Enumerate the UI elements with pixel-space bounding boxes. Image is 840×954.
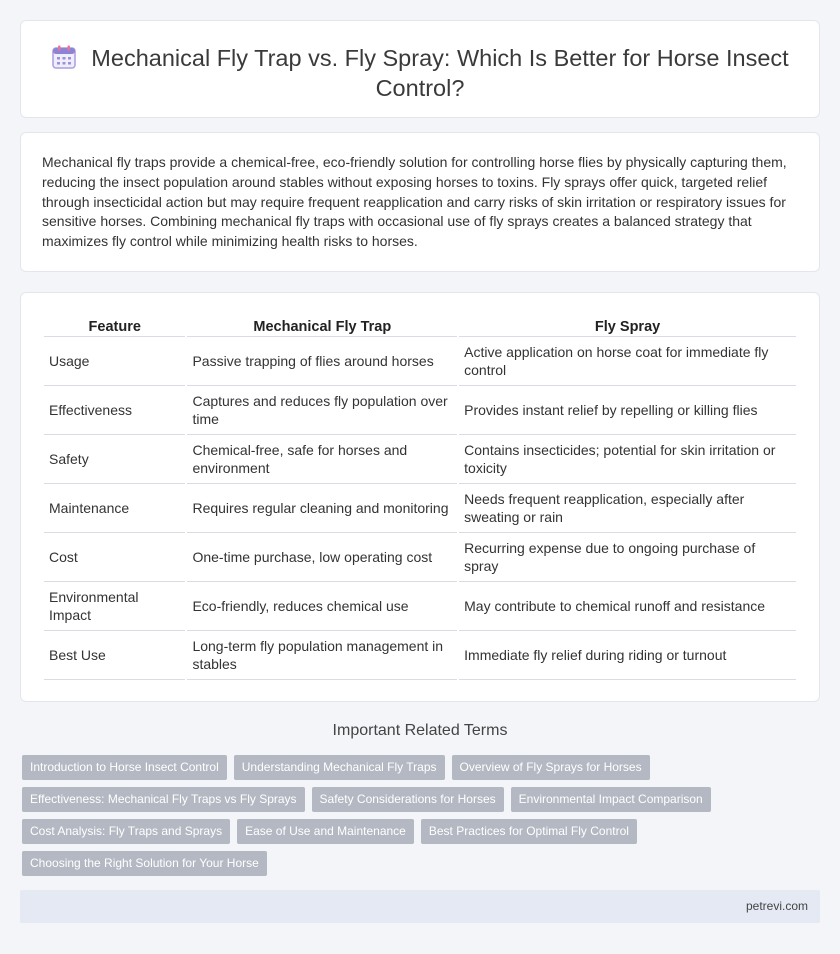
spray-cell: Provides instant relief by repelling or killing flies: [459, 386, 796, 435]
feature-cell: Best Use: [44, 631, 185, 680]
table-row: [44, 337, 796, 386]
intro-paragraph: Mechanical fly traps provide a chemical-free, eco-friendly solution for controlling horse flies by physically capturing them, reducing the insect population around stables without exposing horses to toxins. Fly sprays offer quick, targeted relief through insecticidal action but may require frequent reapplication and carry risks of skin irritation or respiratory issues for sensitive horses. Combining mechanical fly traps with occasional use of fly sprays creates a balanced strategy that maximizes fly control while minimizing health risks to horses.: [42, 154, 787, 250]
table-row: [44, 582, 796, 631]
feature-cell: Maintenance: [44, 484, 185, 533]
spray-cell: May contribute to chemical runoff and resistance: [459, 582, 796, 631]
trap-cell: Eco-friendly, reduces chemical use: [187, 582, 457, 631]
related-terms-heading: Important Related Terms: [332, 722, 508, 739]
feature-cell: Safety: [44, 435, 185, 484]
footer-bar: [20, 890, 820, 923]
trap-cell: Long-term fly population management in stables: [187, 631, 457, 680]
table-row: [44, 484, 796, 533]
trap-cell: Requires regular cleaning and monitoring: [187, 484, 457, 533]
header-mechanical-fly-trap: Mechanical Fly Trap: [187, 313, 457, 337]
related-term-tag[interactable]: Understanding Mechanical Fly Traps: [234, 755, 445, 780]
related-term-tag[interactable]: Introduction to Horse Insect Control: [22, 755, 227, 780]
feature-cell: Effectiveness: [44, 386, 185, 435]
trap-cell: Chemical-free, safe for horses and environment: [187, 435, 457, 484]
spray-cell: Recurring expense due to ongoing purchase of spray: [459, 533, 796, 582]
table-row: [44, 533, 796, 582]
trap-cell: Passive trapping of flies around horses: [187, 337, 457, 386]
page-title: [21, 43, 819, 103]
table-row: [44, 631, 796, 680]
related-terms-list: [22, 755, 782, 883]
related-term-tag[interactable]: Environmental Impact Comparison: [511, 787, 711, 812]
related-term-tag[interactable]: Effectiveness: Mechanical Fly Traps vs Fly Sprays: [22, 787, 305, 812]
header-fly-spray: Fly Spray: [459, 313, 796, 337]
page-title-text: Mechanical Fly Trap vs. Fly Spray: Which Is Better for Horse Insect Control?: [91, 45, 789, 101]
related-term-tag[interactable]: Cost Analysis: Fly Traps and Sprays: [22, 819, 230, 844]
table-row: [44, 435, 796, 484]
intro-card: [20, 132, 820, 272]
spray-cell: Contains insecticides; potential for skin irritation or toxicity: [459, 435, 796, 484]
spray-cell: Immediate fly relief during riding or turnout: [459, 631, 796, 680]
header-feature: Feature: [44, 313, 185, 337]
footer-site-link[interactable]: petrevi.com: [745, 899, 808, 913]
calendar-icon: [51, 44, 77, 70]
trap-cell: One-time purchase, low operating cost: [187, 533, 457, 582]
related-term-tag[interactable]: Safety Considerations for Horses: [312, 787, 504, 812]
comparison-table: [42, 313, 798, 680]
header-card: [20, 20, 820, 118]
related-term-tag[interactable]: Overview of Fly Sprays for Horses: [452, 755, 650, 780]
feature-cell: Usage: [44, 337, 185, 386]
related-term-tag[interactable]: Ease of Use and Maintenance: [237, 819, 414, 844]
trap-cell: Captures and reduces fly population over time: [187, 386, 457, 435]
table-row: [44, 386, 796, 435]
spray-cell: Needs frequent reapplication, especially after sweating or rain: [459, 484, 796, 533]
table-header-row: [44, 313, 796, 337]
related-term-tag[interactable]: Choosing the Right Solution for Your Horse: [22, 851, 267, 876]
feature-cell: Environmental Impact: [44, 582, 185, 631]
spray-cell: Active application on horse coat for immediate fly control: [459, 337, 796, 386]
related-term-tag[interactable]: Best Practices for Optimal Fly Control: [421, 819, 637, 844]
comparison-card: [20, 292, 820, 702]
title-wrap: [21, 43, 819, 103]
feature-cell: Cost: [44, 533, 185, 582]
